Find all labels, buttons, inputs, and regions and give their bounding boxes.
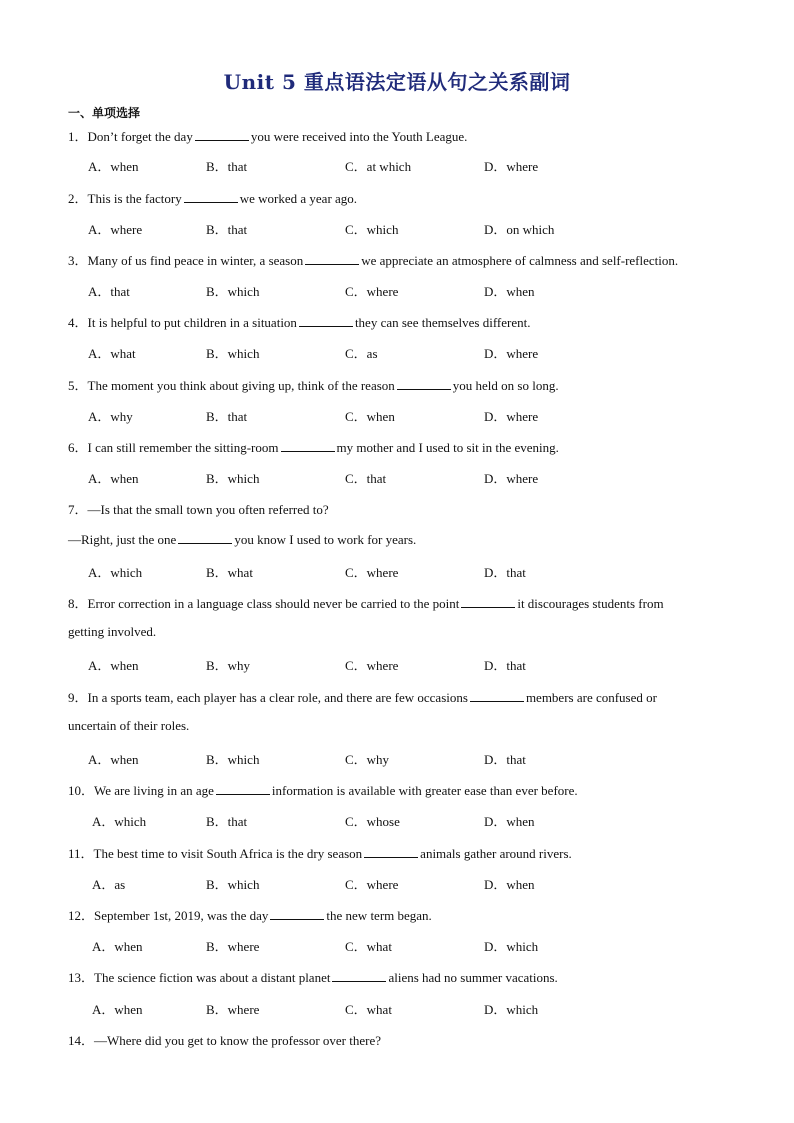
option-b[interactable]: B．which bbox=[206, 877, 260, 892]
option-a[interactable]: A．when bbox=[92, 939, 143, 954]
option-b[interactable]: B．where bbox=[206, 1002, 260, 1017]
question-9 bbox=[68, 687, 657, 706]
question-text-after: animals gather around rivers. bbox=[420, 846, 572, 861]
question-text-after: we worked a year ago. bbox=[239, 191, 358, 206]
option-c[interactable]: C．where bbox=[345, 877, 399, 892]
question-3 bbox=[68, 250, 678, 269]
dialog-text: —Right, just the one bbox=[68, 532, 177, 547]
question-text-after: aliens had no summer vacations. bbox=[388, 970, 558, 985]
question-text: Error correction in a language class should never be carried to the point bbox=[87, 596, 460, 611]
question-1 bbox=[68, 126, 467, 145]
option-d[interactable]: D．where bbox=[484, 159, 539, 174]
option-c[interactable]: C．what bbox=[345, 939, 392, 954]
option-d[interactable]: D．on which bbox=[484, 222, 555, 237]
question-text: The science fiction was about a distant planet bbox=[94, 970, 331, 985]
question-number: 13． bbox=[68, 970, 95, 985]
answer-blank bbox=[305, 252, 359, 265]
question-text: September 1st, 2019, was the day bbox=[94, 908, 269, 923]
option-d[interactable]: D．when bbox=[484, 284, 535, 299]
answer-blank bbox=[364, 845, 418, 858]
option-a[interactable]: A．which bbox=[92, 814, 147, 829]
question-7 bbox=[68, 499, 329, 518]
answer-blank bbox=[470, 689, 524, 702]
option-d[interactable]: D．which bbox=[484, 939, 539, 954]
option-a[interactable]: A．when bbox=[88, 752, 139, 767]
answer-blank bbox=[299, 314, 353, 327]
option-d[interactable]: D．when bbox=[484, 877, 535, 892]
question-number: 2． bbox=[68, 191, 88, 206]
answer-blank bbox=[216, 782, 270, 795]
question-text-after: we appreciate an atmosphere of calmness and self-reflection. bbox=[361, 253, 679, 268]
option-a[interactable]: A．where bbox=[88, 222, 143, 237]
option-c[interactable]: C．what bbox=[345, 1002, 392, 1017]
question-text: I can still remember the sitting-room bbox=[87, 440, 279, 455]
question-13 bbox=[68, 967, 558, 986]
option-d[interactable]: D．that bbox=[484, 752, 526, 767]
question-text: The moment you think about giving up, think of the reason bbox=[87, 378, 395, 393]
question-8 bbox=[68, 593, 664, 612]
option-d[interactable]: D．that bbox=[484, 658, 526, 673]
option-a[interactable]: A．that bbox=[88, 284, 130, 299]
option-b[interactable]: B．that bbox=[206, 159, 248, 174]
question-text-after: the new term began. bbox=[326, 908, 432, 923]
answer-blank bbox=[178, 531, 232, 544]
question-number: 11． bbox=[68, 846, 94, 861]
question-number: 6． bbox=[68, 440, 88, 455]
option-a[interactable]: A．when bbox=[88, 658, 139, 673]
option-c[interactable]: C．why bbox=[345, 752, 390, 767]
question-text-after: members are confused or bbox=[525, 690, 657, 705]
option-b[interactable]: B．why bbox=[206, 658, 251, 673]
option-b[interactable]: B．that bbox=[206, 409, 248, 424]
option-a[interactable]: A．when bbox=[88, 471, 139, 486]
option-a[interactable]: A．what bbox=[88, 346, 136, 361]
question-text: —Where did you get to know the professor over there? bbox=[94, 1033, 382, 1048]
option-c[interactable]: C．that bbox=[345, 471, 387, 486]
question-continuation: uncertain of their roles. bbox=[68, 718, 190, 733]
question-5 bbox=[68, 375, 559, 394]
answer-blank bbox=[270, 907, 324, 920]
question-text: The best time to visit South Africa is the dry season bbox=[93, 846, 363, 861]
option-b[interactable]: B．which bbox=[206, 471, 260, 486]
option-b[interactable]: B．which bbox=[206, 346, 260, 361]
option-c[interactable]: C．when bbox=[345, 409, 395, 424]
question-number: 8． bbox=[68, 596, 88, 611]
question-text: —Is that the small town you often referred to? bbox=[87, 502, 329, 517]
question-12 bbox=[68, 905, 432, 924]
question-14 bbox=[68, 1030, 381, 1049]
answer-blank bbox=[184, 190, 238, 203]
question-10 bbox=[68, 780, 578, 799]
question-number: 1． bbox=[68, 129, 88, 144]
option-d[interactable]: D．where bbox=[484, 471, 539, 486]
option-a[interactable]: A．why bbox=[88, 409, 133, 424]
question-text-after: information is available with greater ease than ever before. bbox=[271, 783, 578, 798]
question-number: 10． bbox=[68, 783, 95, 798]
answer-blank bbox=[281, 439, 335, 452]
question-4 bbox=[68, 312, 531, 331]
question-2 bbox=[68, 188, 357, 207]
option-b[interactable]: B．that bbox=[206, 814, 248, 829]
option-b[interactable]: B．which bbox=[206, 284, 260, 299]
option-d[interactable]: D．when bbox=[484, 814, 535, 829]
dialog-reply bbox=[68, 531, 416, 548]
option-b[interactable]: B．that bbox=[206, 222, 248, 237]
page-title: Unit 5 重点语法定语从句之关系副词 bbox=[223, 70, 571, 94]
question-text: Many of us find peace in winter, a season bbox=[87, 253, 304, 268]
option-a[interactable]: A．when bbox=[92, 1002, 143, 1017]
question-text-after: it discourages students from bbox=[517, 596, 664, 611]
question-text: Don’t forget the day bbox=[87, 129, 193, 144]
question-number: 3． bbox=[68, 253, 88, 268]
option-c[interactable]: C．which bbox=[345, 222, 399, 237]
option-c[interactable]: C．where bbox=[345, 658, 399, 673]
option-a[interactable]: A．as bbox=[92, 877, 126, 892]
question-text-after: you were received into the Youth League. bbox=[250, 129, 468, 144]
question-text-after: they can see themselves different. bbox=[354, 315, 531, 330]
question-number: 9． bbox=[68, 690, 88, 705]
question-number: 14． bbox=[68, 1033, 95, 1048]
question-text: In a sports team, each player has a clear role, and there are few occasions bbox=[87, 690, 468, 705]
question-number: 4． bbox=[68, 315, 88, 330]
option-d[interactable]: D．that bbox=[484, 565, 526, 580]
option-a[interactable]: A．which bbox=[88, 565, 143, 580]
option-c[interactable]: C．whose bbox=[345, 814, 400, 829]
question-11 bbox=[68, 843, 572, 862]
option-b[interactable]: B．which bbox=[206, 752, 260, 767]
option-d[interactable]: D．which bbox=[484, 1002, 539, 1017]
option-c[interactable]: C．where bbox=[345, 565, 399, 580]
answer-blank bbox=[461, 595, 515, 608]
dialog-text-after: you know I used to work for years. bbox=[234, 532, 417, 547]
option-d[interactable]: D．where bbox=[484, 346, 539, 361]
option-c[interactable]: C．as bbox=[345, 346, 378, 361]
question-text: We are living in an age bbox=[94, 783, 214, 798]
question-number: 5． bbox=[68, 378, 88, 393]
question-number: 7． bbox=[68, 502, 88, 517]
section-heading: 一、单项选择 bbox=[68, 106, 141, 120]
question-text: This is the factory bbox=[87, 191, 182, 206]
answer-blank bbox=[397, 377, 451, 390]
question-number: 12． bbox=[68, 908, 95, 923]
option-c[interactable]: C．at which bbox=[345, 159, 412, 174]
option-b[interactable]: B．where bbox=[206, 939, 260, 954]
option-a[interactable]: A．when bbox=[88, 159, 139, 174]
option-d[interactable]: D．where bbox=[484, 409, 539, 424]
option-c[interactable]: C．where bbox=[345, 284, 399, 299]
answer-blank bbox=[332, 969, 386, 982]
question-6 bbox=[68, 437, 559, 456]
question-text-after: my mother and I used to sit in the evening. bbox=[336, 440, 559, 455]
option-b[interactable]: B．what bbox=[206, 565, 253, 580]
question-text-after: you held on so long. bbox=[452, 378, 559, 393]
question-continuation: getting involved. bbox=[68, 624, 157, 639]
question-text: It is helpful to put children in a situation bbox=[87, 315, 297, 330]
answer-blank bbox=[195, 128, 249, 141]
